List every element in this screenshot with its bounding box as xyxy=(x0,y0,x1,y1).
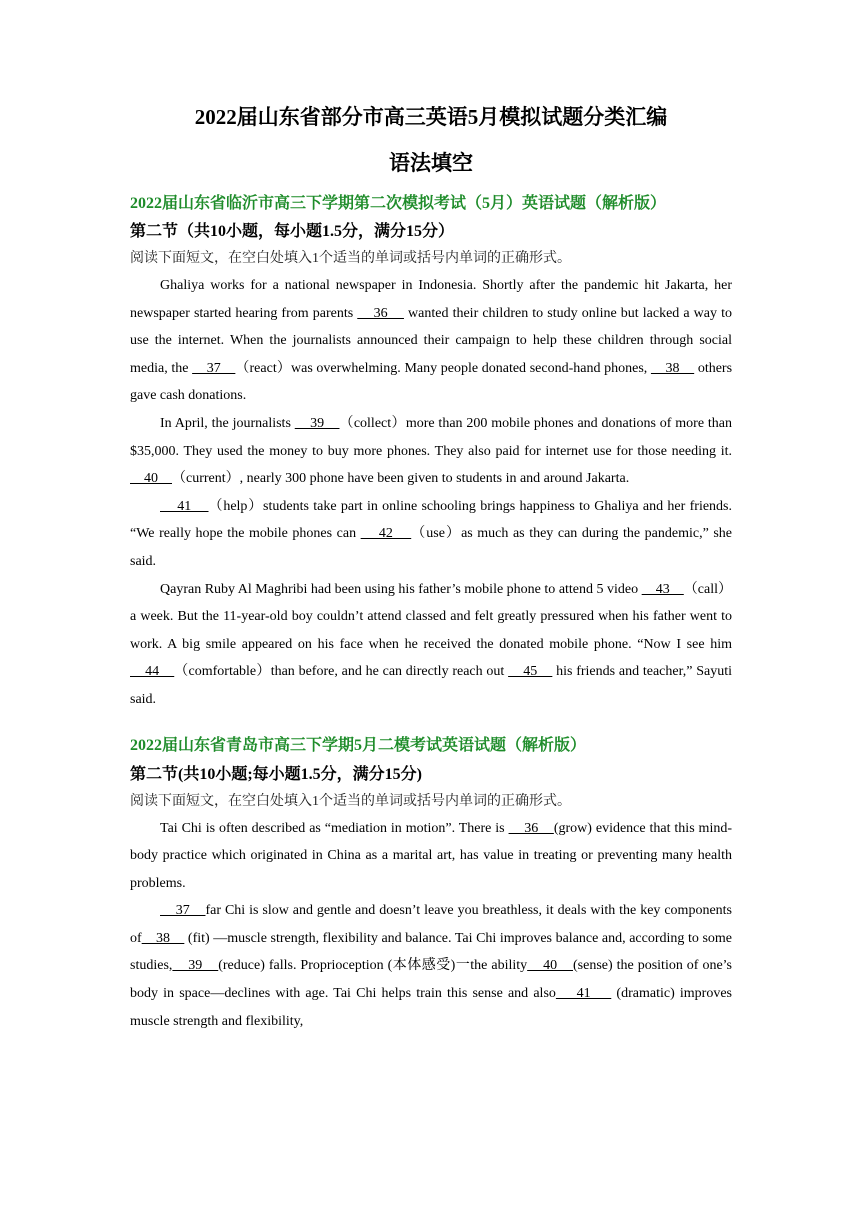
passage-text: Tai Chi is often described as “mediation in motion”. There is xyxy=(160,820,509,836)
passage-paragraph xyxy=(130,493,732,576)
answer-blank: 36 xyxy=(508,820,554,836)
answer-blank: 44 xyxy=(130,664,175,680)
answer-blank: 39 xyxy=(294,415,340,431)
section-linyi xyxy=(130,192,732,714)
passage-text: (dramatic) improves muscle strength and flexibility, xyxy=(130,986,733,1029)
passage-text: （call）a week. But the 11-year-old boy couldn’t attend classed and felt greatly pressured when his father went to work. A big smile appeared on his face when he received the donated mobile phone. “Now I see him xyxy=(130,581,733,652)
document-page xyxy=(130,100,732,1035)
section-instruction: 阅读下面短文，在空白处填入1个适当的单词或括号内单词的正确形式。 xyxy=(130,251,571,266)
passage-text: (reduce) falls. Proprioception (本体感受)一the ability xyxy=(218,958,528,974)
passage xyxy=(130,815,732,1036)
answer-blank: 39 xyxy=(172,958,219,974)
answer-blank: 40 xyxy=(130,471,172,487)
answer-blank: 40 xyxy=(527,958,573,974)
passage-paragraph xyxy=(130,410,732,493)
answer-blank: 45 xyxy=(508,664,553,680)
answer-blank: 37 xyxy=(160,903,206,919)
passage-paragraph xyxy=(130,815,732,898)
passage-text: Ghaliya works for a national newspaper in Indonesia. Shortly after the pandemic hit Jakarta, her newspaper started hearing from parents xyxy=(130,278,732,321)
section-subtitle: 第二节(共10小题;每小题1.5分，满分15分) xyxy=(130,765,422,783)
answer-blank: 37 xyxy=(192,360,236,376)
passage-text: far Chi is slow and gentle and doesn’t leave you breathless, it deals with the key components of xyxy=(130,903,732,946)
section-title: 2022届山东省青岛市高三下学期5月二模考试英语试题（解析版） xyxy=(130,736,587,754)
passage-text: others gave cash donations. xyxy=(130,360,733,404)
passage-paragraph xyxy=(130,897,732,1035)
section-title: 2022届山东省临沂市高三下学期第二次模拟考试（5月）英语试题（解析版） xyxy=(130,195,667,212)
passage-text: （comfortable）than before, and he can directly reach out xyxy=(174,664,509,680)
passage-paragraph xyxy=(130,272,732,410)
passage-text: his friends and teacher,” Sayuti said. xyxy=(130,664,732,707)
answer-blank: 42 xyxy=(360,526,412,542)
answer-blank: 36 xyxy=(357,305,404,321)
document-subtitle: 语法填空 xyxy=(389,151,473,175)
passage-text: （react）was overwhelming. Many people donated second-hand phones, xyxy=(235,360,651,376)
passage-text: （current）, nearly 300 phone have been given to students in and around Jakarta. xyxy=(172,471,630,487)
passage-text: wanted their children to study online but lacked a way to use the internet. When the journalists announced their campaign to help these children through social media, the xyxy=(130,305,732,376)
passage-text: In April, the journalists xyxy=(160,415,295,431)
passage-text: (fit) —muscle strength, flexibility and balance. Tai Chi improves balance and, according to some studies, xyxy=(130,930,733,974)
answer-blank: 41 xyxy=(555,986,612,1002)
section-subtitle: 第二节（共10小题，每小题1.5分，满分15分） xyxy=(130,223,455,240)
passage-text: (sense) the position of one’s body in space—declines with age. Tai Chi helps train this sense and also xyxy=(130,958,733,1002)
passage-text: （help）students take part in online schooling brings happiness to Ghaliya and her friends. “We really hope the mobile phones can xyxy=(130,498,733,542)
passage-text: Qayran Ruby Al Maghribi had been using his father’s mobile phone to attend 5 video xyxy=(160,581,642,597)
passage-text: (grow) evidence that this mind-body practice which originated in China as a marital art, has value in treating or preventing many health problems. xyxy=(130,820,732,891)
section-qingdao xyxy=(130,734,732,1036)
answer-blank: 38 xyxy=(141,930,185,946)
passage-paragraph xyxy=(130,576,732,714)
passage-text: （use）as much as they can during the pandemic,” she said. xyxy=(130,526,733,569)
answer-blank: 38 xyxy=(650,360,695,376)
answer-blank: 43 xyxy=(641,581,684,597)
section-instruction: 阅读下面短文，在空白处填入1个适当的单词或括号内单词的正确形式。 xyxy=(130,793,571,809)
passage xyxy=(130,272,732,714)
document-title: 2022届山东省部分市高三英语5月模拟试题分类汇编 xyxy=(194,105,668,129)
passage-text: （collect）more than 200 mobile phones and donations of more than $35,000. They used the money to buy more phones. They also paid for internet use for those needing it. xyxy=(130,415,732,459)
answer-blank: 41 xyxy=(160,498,209,514)
